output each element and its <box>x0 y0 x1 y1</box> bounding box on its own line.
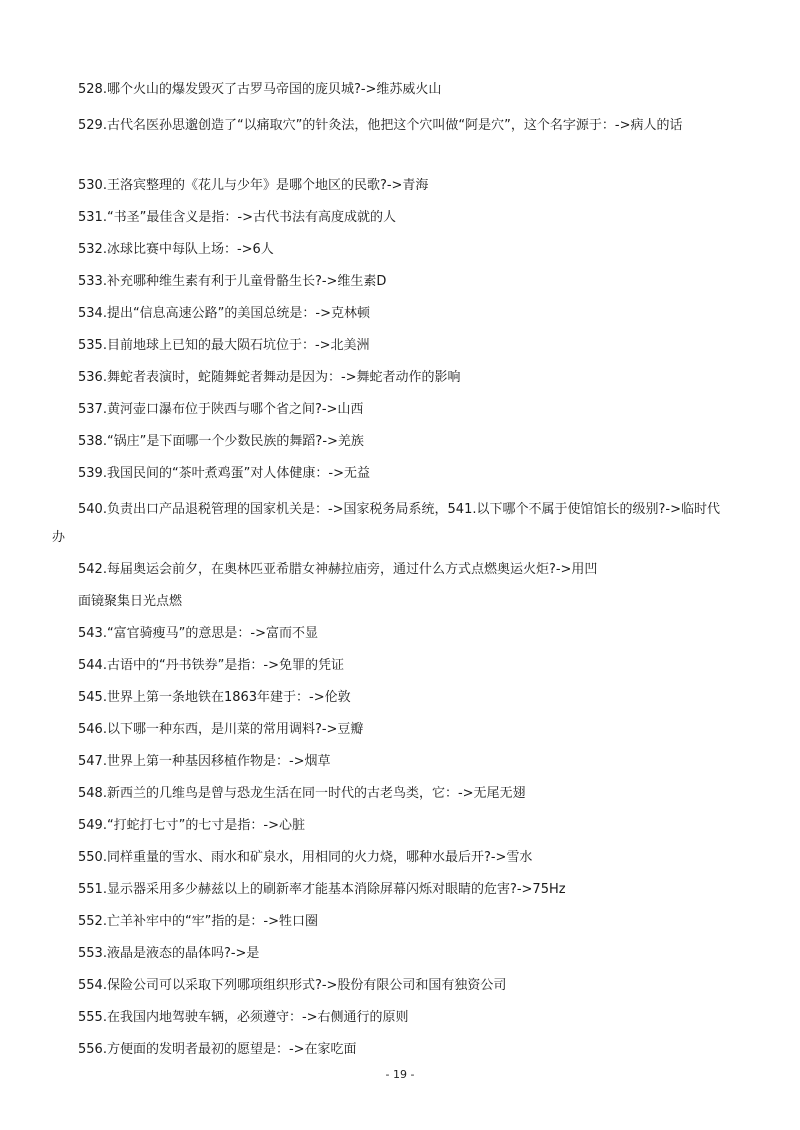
entry-540-541: 540.负责出口产品退税管理的国家机关是：->国家税务局系统，541.以下哪个不属于使馆馆长的级别?->临时代办 <box>52 502 720 545</box>
entry-544: 544.古语中的“丹书铁券”是指：->免罪的凭证 <box>78 658 344 673</box>
page-number: - 19 - <box>385 1068 415 1081</box>
entry-546: 546.以下哪一种东西，是川菜的常用调料?->豆瓣 <box>78 722 364 737</box>
entry-536: 536.舞蛇者表演时，蛇随舞蛇者舞动是因为：->舞蛇者动作的影响 <box>78 370 461 385</box>
entry-556: 556.方便面的发明者最初的愿望是：->在家吃面 <box>78 1042 357 1057</box>
entry-554: 554.保险公司可以采取下列哪项组织形式?->股份有限公司和国有独资公司 <box>78 978 507 993</box>
entry-528: 528.哪个火山的爆发毁灭了古罗马帝国的庞贝城?->维苏威火山 <box>78 82 442 97</box>
entry-549: 549.“打蛇打七寸”的七寸是指：->心脏 <box>78 818 305 833</box>
entry-535: 535.目前地球上已知的最大陨石坑位于：->北美洲 <box>78 338 370 353</box>
entry-550: 550.同样重量的雪水、雨水和矿泉水，用相同的火力烧，哪种水最后开?->雪水 <box>78 850 533 865</box>
entry-555: 555.在我国内地驾驶车辆，必须遵守：->右侧通行的原则 <box>78 1010 409 1025</box>
entry-542: 542.每届奥运会前夕，在奥林匹亚希腊女神赫拉庙旁，通过什么方式点燃奥运火炬?->用凹 <box>78 562 598 577</box>
entry-548: 548.新西兰的几维鸟是曾与恐龙生活在同一时代的古老鸟类，它：->无尾无翅 <box>78 786 526 801</box>
entry-530: 530.王洛宾整理的《花儿与少年》是哪个地区的民歌?->青海 <box>78 178 429 193</box>
entry-543: 543.“富官骑瘦马”的意思是：->富而不显 <box>78 626 318 641</box>
entry-542-continued: 面镜聚集日光点燃 <box>78 594 183 609</box>
entry-547: 547.世界上第一种基因移植作物是：->烟草 <box>78 754 331 769</box>
entry-533: 533.补充哪种维生素有利于儿童骨骼生长?->维生素D <box>78 274 387 289</box>
entry-552: 552.亡羊补牢中的“牢”指的是：->牲口圈 <box>78 914 318 929</box>
entry-538: 538.“锅庄”是下面哪一个少数民族的舞蹈?->羌族 <box>78 434 364 449</box>
entry-531: 531.“书圣”最佳含义是指：->古代书法有高度成就的人 <box>78 210 396 225</box>
entry-532: 532.冰球比赛中每队上场：->6人 <box>78 242 274 257</box>
entry-551: 551.显示器采用多少赫兹以上的刷新率才能基本消除屏幕闪烁对眼睛的危害?->75Hz <box>78 882 566 897</box>
entry-539: 539.我国民间的“茶叶煮鸡蛋”对人体健康：->无益 <box>78 466 370 481</box>
entry-537: 537.黄河壶口瀑布位于陕西与哪个省之间?->山西 <box>78 402 364 417</box>
entry-529: 529.古代名医孙思邈创造了“以痛取穴”的针灸法，他把这个穴叫做“阿是穴”，这个名字源于：->病人的话 <box>78 118 683 133</box>
entry-545: 545.世界上第一条地铁在1863年建于：->伦敦 <box>78 690 351 705</box>
entry-534: 534.提出“信息高速公路”的美国总统是：->克林顿 <box>78 306 370 321</box>
entry-553: 553.液晶是液态的晶体吗?->是 <box>78 946 260 961</box>
